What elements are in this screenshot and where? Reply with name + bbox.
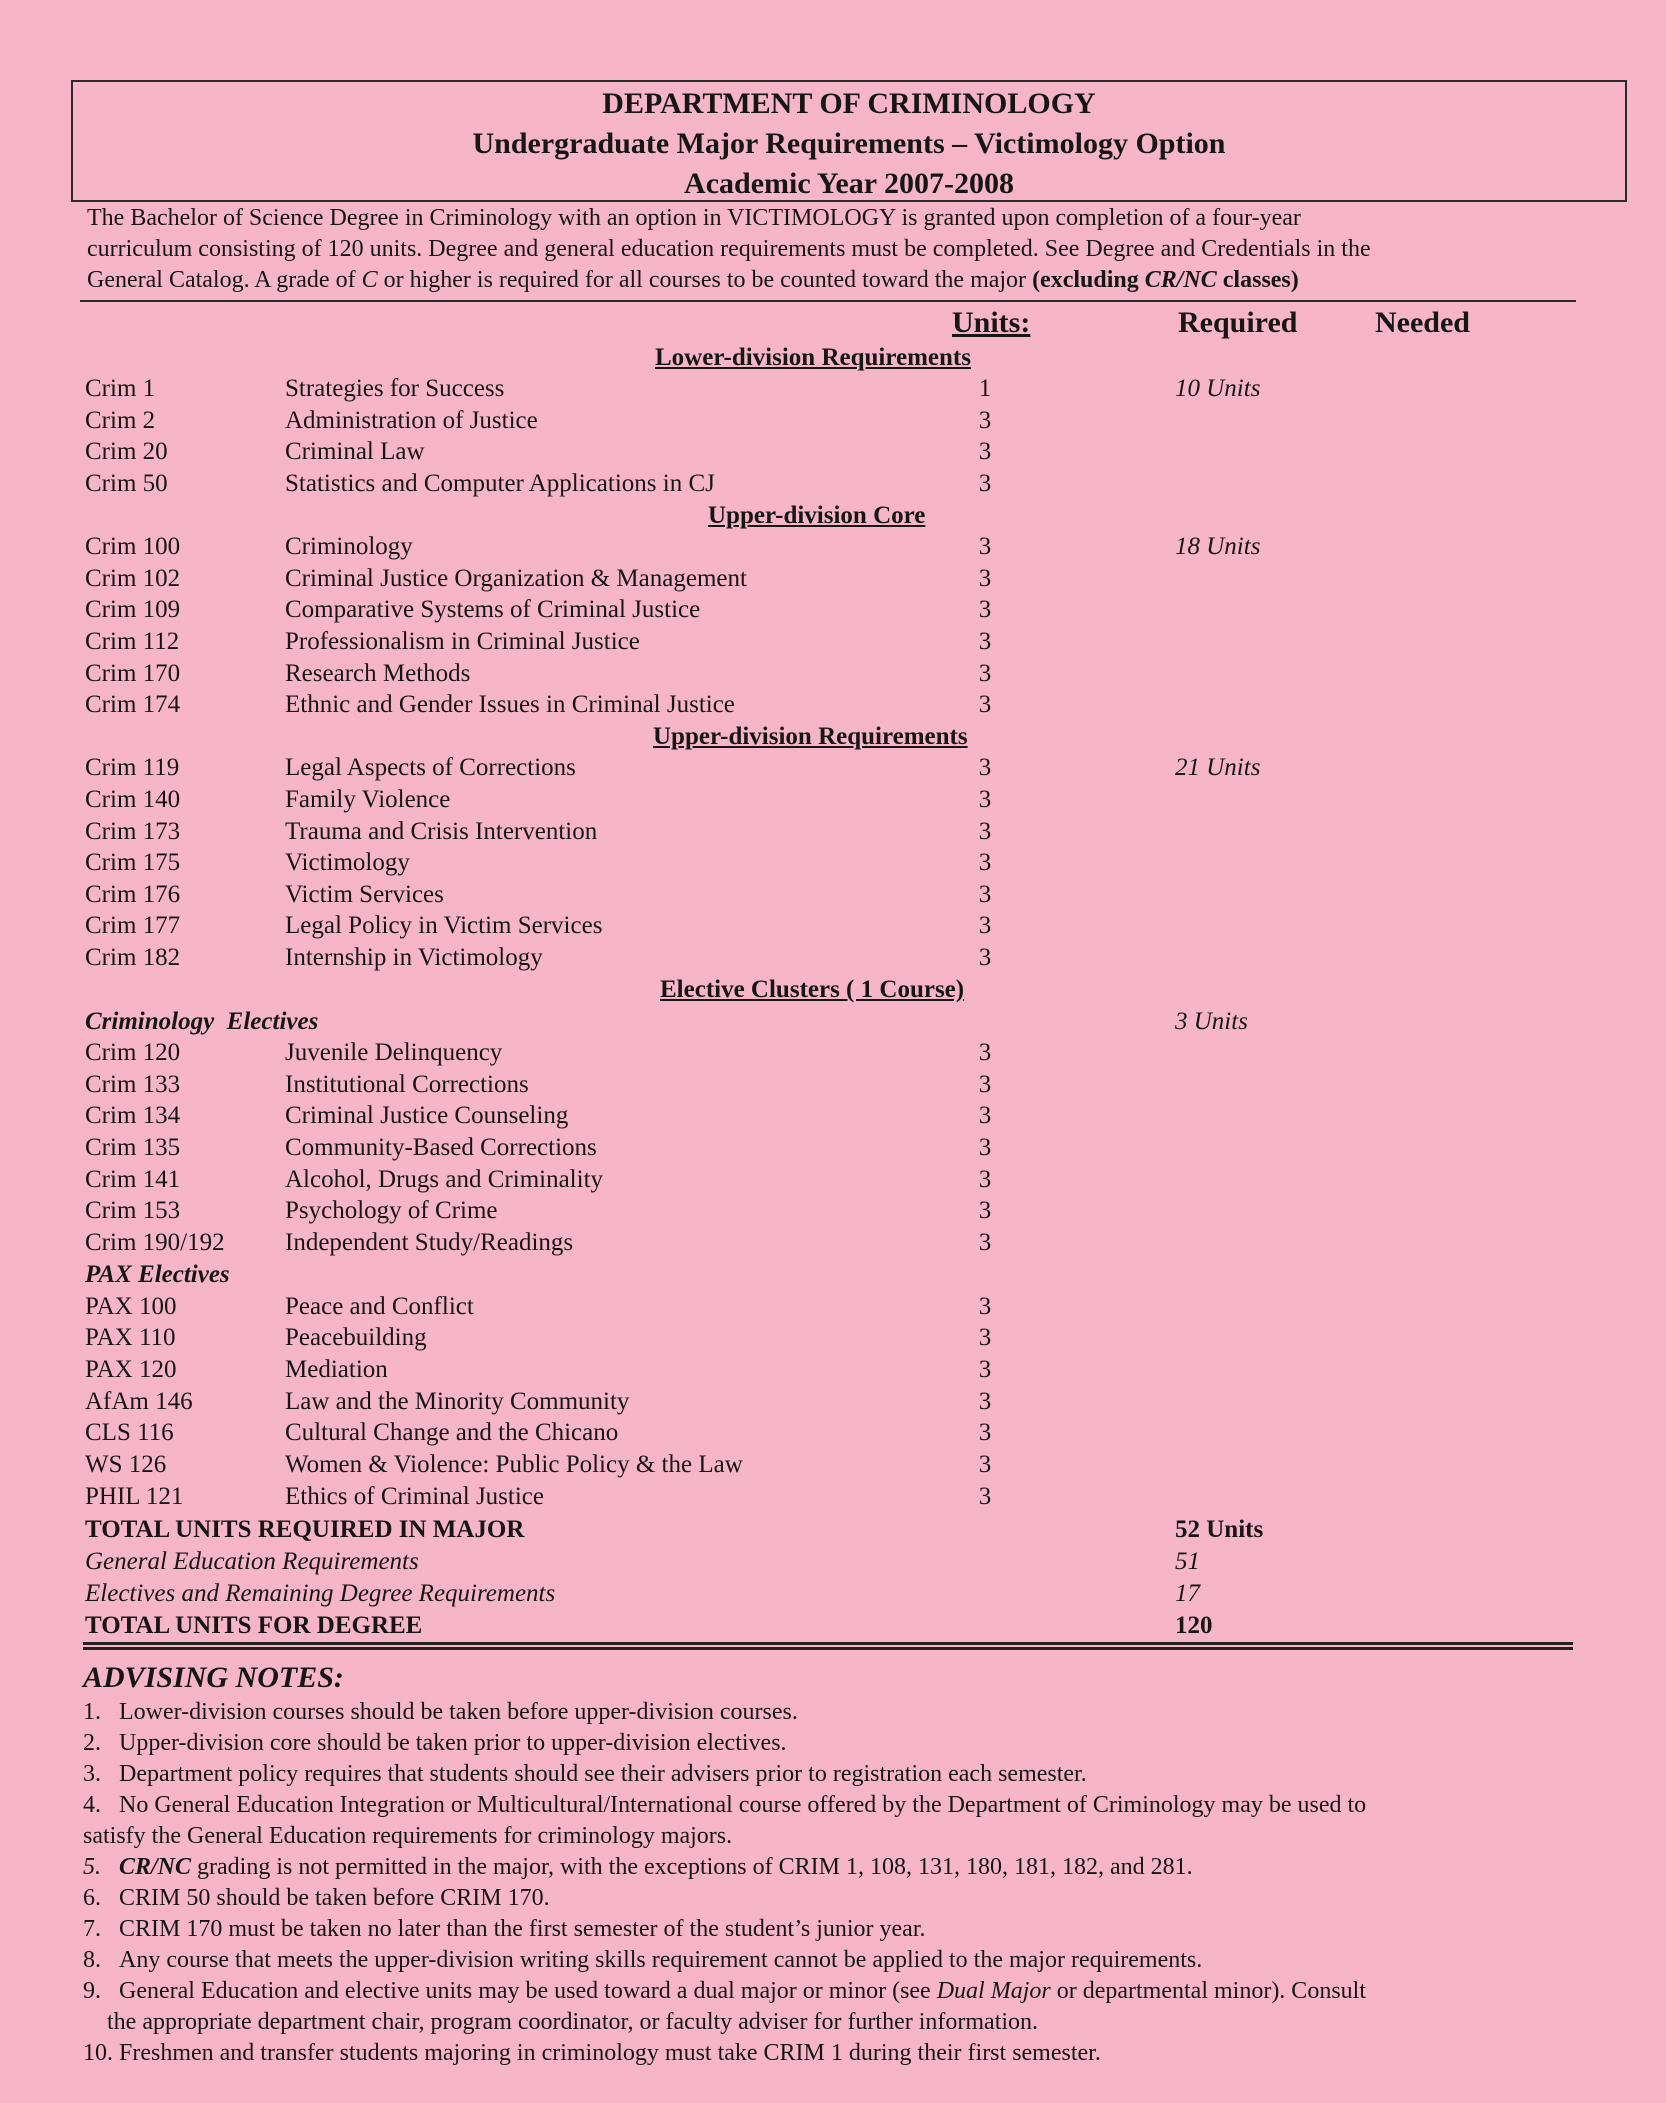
- course-row: WS 126 Women & Violence: Public Policy & the Law 3: [85, 1451, 992, 1478]
- course-row: Crim 176 Victim Services 3: [85, 881, 992, 908]
- electives-row: Electives and Remaining Degree Requirements 17: [85, 1580, 1200, 1607]
- document-page: DEPARTMENT OF CRIMINOLOGY Undergraduate Major Requirements – Victimology Option Academic Year 2007-2008 The Bachelor of Science Degree in Criminology with an option in VICTIMOLOGY is granted upon completion of a four-year curriculum consisting of 120 units. Degree and general education requirements must be completed. See Degree and Credentials in the General Catalog. A grade of C or higher is required for all courses to be counted toward the major (excluding CR/NC classes) Units: Required Needed Lower-division Requirements Crim 1 Strategies for Success 1 10 Units Crim 2 Administration of Justice 3 Crim 20 Criminal Law 3 Crim 50 Statistics and Computer Applications in CJ 3 Upper-division Core Crim 100 Criminology 3 18 Units Crim 102 Criminal Justice Organization & Management 3 Crim 109 Comparative Systems of Criminal Justice 3 Crim 112 Professionalism in Criminal Justice 3 Crim 170 Research Methods 3 Crim 174 Ethnic and Gender Issues in Criminal Justice 3 Upper-division Requirements Crim 119 Legal Aspects of Corrections 3 21 Units Crim 140 Family Violence 3 Crim 173 Trauma and Crisis Intervention 3 Crim 175 Victimology 3 Crim 176 Victim Services 3 Crim 177 Legal Policy in Victim Services 3 Crim 182 Internship in Victimology 3 Elective Clusters ( 1 Course) Criminology Electives 3 Units Crim 120 Juvenile Delinquency 3 Crim 133 Institutional Corrections 3 Crim 134 Criminal Justice Counseling 3 Crim 135 Community-Based Corrections 3 Crim 141 Alcohol, Drugs and Criminality 3 Crim 153 Psychology of Crime 3 Crim 190/192 Independent Study/Readings 3 PAX Electives PAX 100 Peace and Conflict 3 PAX 110 Peacebuilding 3 PAX 120 Mediation 3 AfAm 146 Law and the Minority Community 3 CLS 116 Cultural Change and the Chicano 3 WS 126 Women & Violence: Public Policy & the Law 3 PHIL 121 Ethics of Criminal Justice 3 TOTAL UNITS REQUIRED IN MAJOR 52 Units General Education Requirements 51 Electives and Remaining Degree Requirements 17 TOTAL UNITS FOR DEGREE 120 ADVISING NOTES: 1. Lower-division courses should be taken before upper-division courses. 2. Upper-division core should be taken prior to upper-division electives. 3. Department policy requires that students should see their advisers prior to registration each semester. 4. No General Education Integration or Multicultural/International course offered by the Department of Criminology may be used to satisfy the General Education requirements for criminology majors. 5. CR/NC grading is not permitted in the major, with the exceptions of CRIM 1, 108, 131, 180, 181, 182, and 281. 6. CRIM 50 should be taken before CRIM 170. 7. CRIM 170 must be taken no later than the first semester of the student’s junior year. 8. Any course that meets the upper-division writing skills requirement cannot be applied to the major requirements. 9. General Education and elective units may be used toward a dual major or minor (see Dual Major or departmental minor). Consult the appropriate department chair, program coordinator, or faculty adviser for further information. 10. Freshmen and transfer students majoring in criminology must take CRIM 1 during their first semester.: [0, 0, 1666, 2103]
- course-row: Crim 173 Trauma and Crisis Intervention 3: [85, 818, 992, 845]
- course-row: CLS 116 Cultural Change and the Chicano 3: [85, 1419, 992, 1446]
- header-box: [71, 80, 1627, 202]
- intro-paragraph: [87, 203, 1617, 296]
- course-row: Crim 119 Legal Aspects of Corrections 3 21 Units: [85, 754, 1261, 781]
- course-row: Crim 50 Statistics and Computer Applications in CJ 3: [85, 470, 992, 497]
- note-item: 4. No General Education Integration or Multicultural/International course offered by the Department of Criminology may be used to satisfy the General Education requirements for criminology majors.: [83, 1792, 1367, 1849]
- course-row: Crim 175 Victimology 3: [85, 849, 992, 876]
- divider: [80, 300, 1576, 302]
- course-row: Crim 133 Institutional Corrections 3: [85, 1071, 992, 1098]
- note-item: 2. Upper-division core should be taken prior to upper-division electives.: [83, 1730, 787, 1756]
- total-major-row: TOTAL UNITS REQUIRED IN MAJOR 52 Units: [85, 1516, 1264, 1543]
- course-row: Crim 170 Research Methods 3: [85, 660, 992, 687]
- units-column-header: Units:: [952, 306, 1031, 339]
- course-row: Crim 120 Juvenile Delinquency 3: [85, 1039, 992, 1066]
- double-divider: [83, 1642, 1573, 1650]
- advising-notes: [83, 1697, 1603, 2069]
- course-row: Crim 141 Alcohol, Drugs and Criminality 3: [85, 1166, 992, 1193]
- intro-line: General Catalog. A grade of C or higher is required for all courses to be counted toward the major (excluding CR/NC classes): [87, 267, 1299, 293]
- course-row: Crim 134 Criminal Justice Counseling 3: [85, 1102, 992, 1129]
- course-row: Crim 100 Criminology 3 18 Units: [85, 533, 1261, 560]
- course-row: Crim 140 Family Violence 3: [85, 786, 992, 813]
- note-item: 6. CRIM 50 should be taken before CRIM 170.: [83, 1885, 550, 1911]
- note-item: 3. Department policy requires that students should see their advisers prior to registration each semester.: [83, 1761, 1087, 1787]
- course-row: Crim 174 Ethnic and Gender Issues in Criminal Justice 3: [85, 691, 992, 718]
- course-row: Crim 1 Strategies for Success 1 10 Units: [85, 375, 1261, 402]
- course-row: PAX 100 Peace and Conflict 3: [85, 1293, 992, 1320]
- department-title: DEPARTMENT OF CRIMINOLOGY: [602, 87, 1096, 120]
- cluster-label: PAX Electives: [85, 1261, 230, 1288]
- course-row: Crim 20 Criminal Law 3: [85, 438, 992, 465]
- course-row: AfAm 146 Law and the Minority Community 3: [85, 1388, 992, 1415]
- cluster-label: Criminology Electives: [85, 1008, 319, 1035]
- course-row: Crim 2 Administration of Justice 3: [85, 407, 992, 434]
- academic-year: Academic Year 2007-2008: [684, 167, 1014, 200]
- note-item: 10. Freshmen and transfer students majoring in criminology must take CRIM 1 during their first semester.: [83, 2040, 1101, 2066]
- course-row: Crim 190/192 Independent Study/Readings 3: [85, 1229, 992, 1256]
- intro-line: The Bachelor of Science Degree in Criminology with an option in VICTIMOLOGY is granted upon completion of a four-year: [87, 205, 1301, 231]
- note-item: 1. Lower-division courses should be taken before upper-division courses.: [83, 1699, 798, 1725]
- note-item: 8. Any course that meets the upper-division writing skills requirement cannot be applied to the major requirements.: [83, 1947, 1203, 1973]
- required-units-row: 3 Units: [1175, 1008, 1248, 1035]
- course-row: Crim 109 Comparative Systems of Criminal Justice 3: [85, 596, 992, 623]
- page-subtitle: Undergraduate Major Requirements – Victimology Option: [472, 127, 1226, 160]
- course-row: Crim 135 Community-Based Corrections 3: [85, 1134, 992, 1161]
- course-row: Crim 153 Psychology of Crime 3: [85, 1197, 992, 1224]
- needed-column-header: Needed: [1375, 306, 1470, 339]
- course-row: Crim 112 Professionalism in Criminal Justice 3: [85, 628, 992, 655]
- total-degree-row: TOTAL UNITS FOR DEGREE 120: [85, 1612, 1213, 1639]
- ge-row: General Education Requirements 51: [85, 1548, 1200, 1575]
- course-row: PHIL 121 Ethics of Criminal Justice 3: [85, 1483, 992, 1510]
- required-column-header: Required: [1178, 306, 1298, 339]
- note-item: 7. CRIM 170 must be taken no later than the first semester of the student’s junior year.: [83, 1916, 926, 1942]
- note-item: 9. General Education and elective units may be used toward a dual major or minor (see Dual Major or departmental minor). Consult the appropriate department chair, program coordinator, or faculty adviser for further information.: [83, 1978, 1366, 2035]
- note-item: 5. CR/NC grading is not permitted in the major, with the exceptions of CRIM 1, 108, 131, 180, 181, 182, and 281.: [83, 1854, 1193, 1880]
- course-row: PAX 110 Peacebuilding 3: [85, 1324, 992, 1351]
- intro-line: curriculum consisting of 120 units. Degree and general education requirements must be completed. See Degree and Credentials in the: [87, 236, 1371, 262]
- course-row: Crim 177 Legal Policy in Victim Services 3: [85, 912, 992, 939]
- advising-title: ADVISING NOTES:: [83, 1661, 344, 1694]
- course-row: PAX 120 Mediation 3: [85, 1356, 992, 1383]
- course-row: Crim 102 Criminal Justice Organization & Management 3: [85, 565, 992, 592]
- course-row: Crim 182 Internship in Victimology 3: [85, 944, 992, 971]
